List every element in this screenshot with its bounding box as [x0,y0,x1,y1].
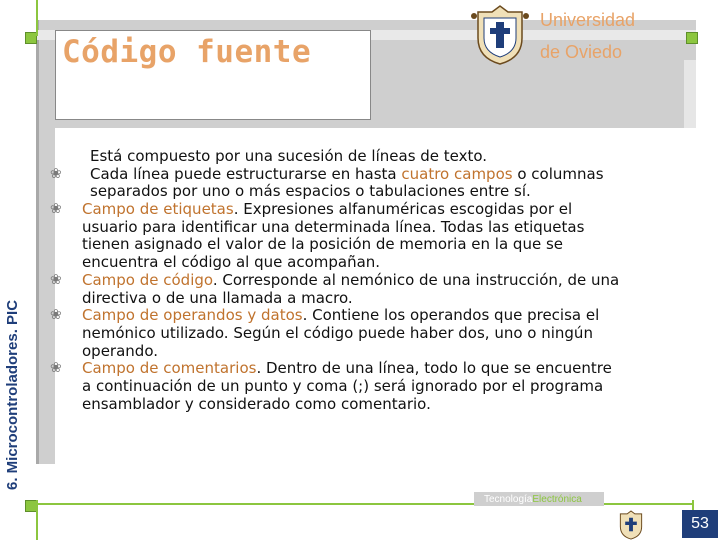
fleuron-bullet-icon: ❀ [50,271,62,288]
body-text-run: separados por uno o más espacios o tabulaciones entre sí. [90,182,531,201]
body-line [72,236,694,254]
page-title: Código fuente [62,34,312,70]
body-line [72,254,694,272]
fleuron-bullet-icon: ❀ [50,360,62,377]
body-line [50,359,694,378]
body-line [72,183,694,201]
body-text-run: operando. [82,341,158,360]
body-text-run: Cada línea puede estructurarse en hasta [90,164,402,183]
highlighted-term: Campo de etiquetas [82,200,234,219]
fleuron-bullet-icon: ❀ [50,165,62,182]
body-text-run: usuario para identificar una determinada línea. Todas las etiquetas [82,217,585,236]
body-text [50,147,694,413]
body-text-run: encuentra el código al que acompañan. [82,253,381,272]
highlighted-term: Campo de comentarios [82,359,257,378]
body-text-run: o columnas [512,164,604,183]
body-text-run: nemónico utilizado. Según el código puede haber dos, uno o ningún [82,323,593,342]
highlighted-term: cuatro campos [401,164,513,183]
body-line [72,325,694,343]
body-line [72,396,694,414]
body-text-run: . Dentro de una línea, todo lo que se encuentre [256,359,612,378]
green-line-top [36,0,38,36]
body-line [50,164,694,184]
university-crest-icon [470,4,530,66]
university-name-line1: Universidad [540,10,636,30]
body-text-run: Está compuesto por una sucesión de líneas de texto. [90,147,488,165]
body-line [72,343,694,361]
page-number: 53 [682,510,718,538]
body-text-run: . Corresponde al nemónico de una instrucción, de una [212,270,620,289]
highlighted-term: Campo de operandos y datos [82,306,303,325]
body-line [72,290,694,308]
body-line [50,270,694,290]
chapter-label: 6. Microcontroladores. PIC [4,299,21,490]
body-line [72,219,694,237]
footer-label-part1: Tecnología [484,494,533,505]
body-text-run: ensamblador y considerado como comentario. [82,394,431,413]
footer-label-part2: Electrónica [532,494,582,505]
footer-label [484,494,582,505]
body-line [50,306,694,325]
body-text-run: . Expresiones alfanuméricas escogidas por el [233,200,573,219]
green-line-bottom [36,500,38,540]
body-line [50,200,694,219]
body-text-run: a continuación de un punto y coma (;) será ignorado por el programa [82,376,604,395]
green-square-top-right [686,32,698,44]
body-text-run: tienen asignado el valor de la posición de memoria en la que se [82,235,563,254]
panel-border-line [36,20,39,464]
body-line [72,378,694,396]
body-text-run: . Contiene los operandos que precisa el [302,306,600,325]
footer-crest-icon [616,510,646,540]
body-line [72,148,694,166]
fleuron-bullet-icon: ❀ [50,201,62,218]
body-text-run: directiva o de una llamada a macro. [82,288,353,307]
university-name-line2: de Oviedo [540,42,623,62]
highlighted-term: Campo de código [82,270,213,289]
fleuron-bullet-icon: ❀ [50,307,62,324]
